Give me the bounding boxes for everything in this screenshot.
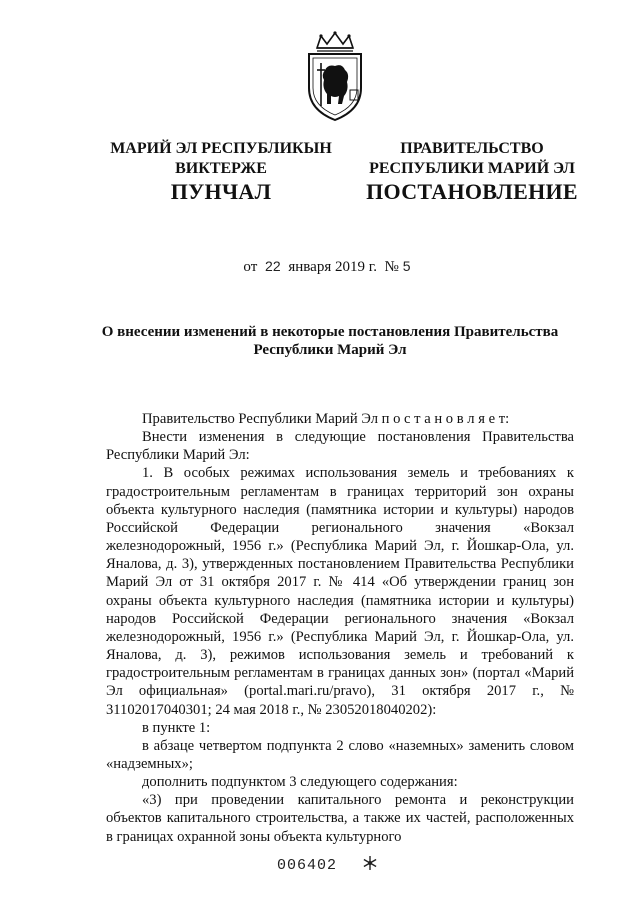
org-name-mari: МАРИЙ ЭЛ РЕСПУБЛИКЫН ВИКТЕРЖЕ — [110, 140, 332, 177]
paragraph: в пункте 1: — [142, 719, 211, 736]
date-line — [0, 258, 640, 276]
document-number: 5 — [402, 258, 411, 274]
number-label: № — [384, 259, 399, 275]
doc-type-russian: ПОСТАНОВЛЕНИЕ — [366, 179, 578, 204]
paragraph: 1. В особых режимах использования земель и требованиях к градостроительным регламентам в границах территорий зон охраны объекта культурного наследия (памятника истории и культуры) народов Российской Федерации регионального значения «Вокзал железнодорожный, 1956 г.» (Республика Марий Эл, г. Йошкар-Ола, ул. Яналова, д. 3), утвержденных постановлением Правительства Республики Марий Эл от 31 октября 2017 г. № 414 «Об утверждении границ зон охраны объекта культурного наследия (памятника истории и культуры) народов Российской Федерации регионального значения «Вокзал железнодорожный, 1956 г.» (Республика Марий Эл, г. Йошкар-Ола, ул. Яналова, д. 3), режимов использования земель и требований к градостроительным регламентам в границах данных зон» (портал «Марий Эл официальная» (portal.mari.ru/pravo), 31 октября 2017 г., № 31102017040301; 24 мая 2018 г., № 23052018040202): — [106, 465, 574, 718]
paragraph: дополнить подпунктом 3 следующего содержания: — [142, 774, 458, 791]
document-title: О внесении изменений в некоторые постановления Правительства Республики Марий Эл — [101, 324, 559, 358]
coat-of-arms-icon — [295, 30, 375, 122]
date-prefix: от — [243, 259, 258, 275]
paragraph: в абзаце четвертом подпункта 2 слово «наземных» заменить словом «надземных»; — [106, 737, 574, 772]
paragraph: «3) при проведении капитального ремонта и реконструкции объектов капитального строительства, а также их частей, расположенных в границах охранной зоны объекта культурного — [106, 792, 574, 845]
document-body — [106, 410, 574, 846]
snowflake-mark-icon — [362, 855, 378, 871]
doc-type-mari: ПУНЧАЛ — [170, 179, 272, 204]
paragraph: Внести изменения в следующие постановления Правительства Республики Марий Эл: — [106, 429, 574, 464]
date-month-year: января 2019 г. — [288, 259, 377, 275]
serial-number: 006402 — [277, 857, 338, 874]
paragraph: Правительство Республики Марий Эл п о с т а н о в л я е т: — [142, 411, 510, 427]
org-name-russian: ПРАВИТЕЛЬСТВО РЕСПУБЛИКИ МАРИЙ ЭЛ — [369, 140, 575, 177]
date-day: 22 — [265, 258, 281, 274]
